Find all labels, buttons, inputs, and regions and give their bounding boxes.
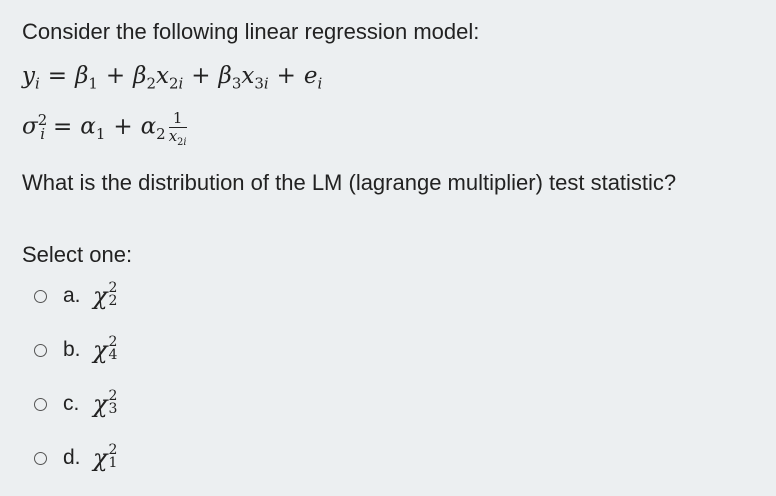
model-equation: $y_i = \beta_1 + \beta_2x_{2i} + \beta_3x_{3i} + e_i$ — [22, 63, 323, 93]
option-a[interactable] — [34, 281, 117, 311]
fraction: $\frac{1}{x_{2i}}$ — [168, 109, 187, 148]
option-c[interactable] — [34, 389, 117, 419]
select-one-label: Select one: — [22, 242, 133, 267]
option-letter: a. — [63, 284, 81, 307]
question-prompt: What is the distribution of the LM (lagrange multiplier) test statistic? — [22, 170, 677, 195]
chi-square-symbol: χ 2 4 — [93, 334, 118, 364]
option-letter: d. — [63, 446, 81, 469]
radio-button-d[interactable] — [34, 452, 47, 465]
chi-square-symbol: χ 2 1 — [93, 442, 118, 472]
option-letter: c. — [63, 392, 80, 415]
radio-button-b[interactable] — [34, 344, 47, 357]
option-letter: b. — [63, 338, 81, 361]
option-d[interactable] — [34, 443, 117, 473]
radio-button-a[interactable] — [34, 290, 47, 303]
radio-button-c[interactable] — [34, 398, 47, 411]
option-b[interactable] — [34, 335, 117, 365]
chi-square-symbol: χ 2 2 — [93, 280, 118, 310]
variance-equation: $\sigma^2_i = \alpha_1 + \alpha_2$ $\frac{1}{x_{2i}}$ — [22, 107, 187, 151]
chi-square-symbol: χ 2 3 — [93, 388, 118, 418]
question-intro: Consider the following linear regression model: — [22, 19, 480, 44]
